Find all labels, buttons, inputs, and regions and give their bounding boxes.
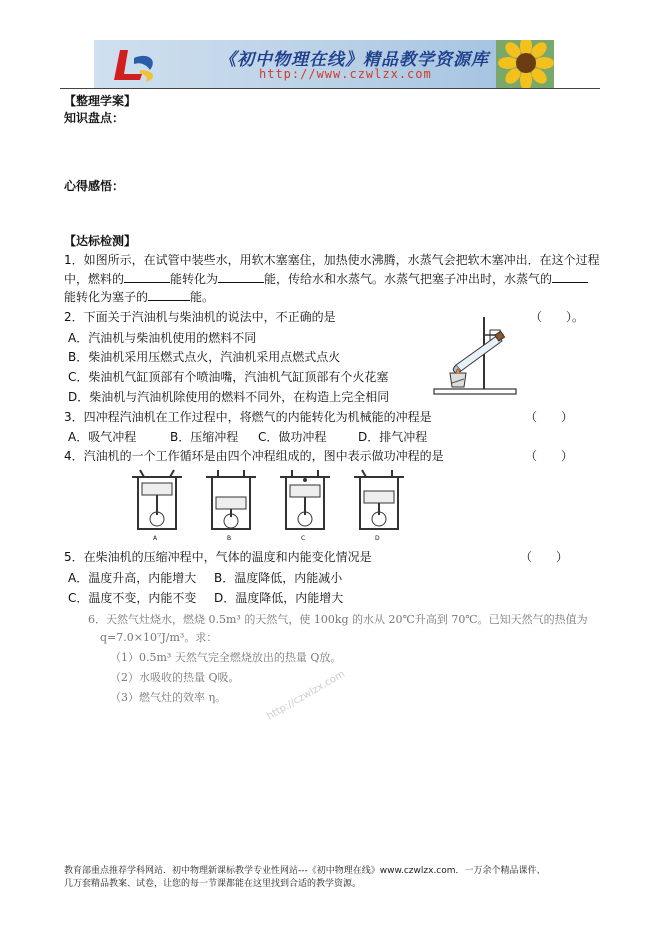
- q6-part2: （2）水吸收的热量 Q吸。: [110, 671, 240, 684]
- q1-blank4[interactable]: [148, 288, 190, 301]
- q2-stem: 2．下面关于汽油机与柴油机的说法中，不正确的是: [64, 310, 336, 324]
- q6-watermark: http://czwlzx.com: [265, 668, 347, 723]
- q5-stem: 5．在柴油机的压缩冲程中，气体的温度和内能变化情况是: [64, 550, 372, 564]
- engine-label-c: C: [301, 535, 306, 542]
- q1-blank1[interactable]: [124, 270, 170, 283]
- q6-part1: （1）0.5m³ 天然气完全燃烧放出的热量 Q放。: [110, 651, 342, 664]
- q3-option-a: A．吸气冲程: [68, 430, 137, 444]
- engine-diagram-a: [128, 469, 186, 537]
- q1-line1: 1．如图所示，在试管中装些水，用软木塞塞住，加热使水沸腾，水蒸气会把软木塞冲出．在这个过程: [64, 253, 600, 267]
- test-tube-apparatus-figure: [428, 313, 522, 397]
- header-rule: [60, 88, 600, 89]
- section-reflection: 心得感悟：: [64, 179, 125, 193]
- section-organize: 【整理学案】: [64, 94, 137, 108]
- q6-part3: （3）燃气灶的效率 η。: [110, 691, 227, 704]
- engine-label-b: B: [227, 535, 232, 542]
- engine-label-d: D: [375, 535, 380, 542]
- q2-option-c: C．柴油机气缸顶部有个喷油嘴，汽油机气缸顶部有个火花塞: [68, 370, 389, 384]
- q2-option-a: A．汽油机与柴油机使用的燃料不同: [68, 331, 257, 345]
- q2-answer-paren[interactable]: （ ）。: [530, 310, 585, 324]
- banner-logo-icon: [100, 44, 212, 86]
- footer-line2: 几万套精品教案、试卷，让您的每一节课都能在这里找到合适的教学资源。: [64, 879, 362, 889]
- q5-option-a: A．温度升高，内能增大: [68, 571, 197, 585]
- engine-strokes-figure: [128, 469, 408, 545]
- q5-option-c: C．温度不变，内能不变: [68, 591, 197, 605]
- q3-answer-paren[interactable]: （ ）: [525, 410, 574, 424]
- banner-title: 《初中物理在线》精品教学资源库: [219, 50, 489, 70]
- q4-answer-paren[interactable]: （ ）: [525, 449, 574, 463]
- q1-blank2[interactable]: [218, 270, 264, 283]
- q1-blank3[interactable]: [552, 270, 588, 283]
- engine-diagram-d: [350, 469, 408, 537]
- q1-line2: 中，燃料的 能转化为 能，传给水和水蒸气。水蒸气把塞子冲出时，水蒸气的: [64, 270, 588, 287]
- engine-diagram-c: [276, 469, 334, 537]
- q2-option-b: B．柴油机采用压燃式点火，汽油机采用点燃式点火: [68, 350, 341, 364]
- q3-option-b: B．压缩冲程: [170, 430, 239, 444]
- q1-line3: 能转化为塞子的 能。: [64, 290, 215, 304]
- q5-answer-paren[interactable]: （ ）: [520, 550, 569, 564]
- q3-option-c: C．做功冲程: [258, 430, 327, 444]
- sunflower-icon: [496, 40, 554, 88]
- engine-diagram-b: [202, 469, 260, 537]
- banner-url[interactable]: http://www.czwlzx.com: [259, 67, 432, 81]
- q4-stem: 4．汽油机的一个工作循环是由四个冲程组成的，图中表示做功冲程的是: [64, 449, 444, 463]
- q3-stem: 3．四冲程汽油机在工作过程中，将燃气的内能转化为机械能的冲程是: [64, 410, 432, 424]
- q3-option-d: D．排气冲程: [358, 430, 428, 444]
- section-test: 【达标检测】: [64, 234, 137, 248]
- q2-option-d: D．柴油机与汽油机除使用的燃料不同外，在构造上完全相同: [68, 390, 390, 404]
- q5-option-d: D．温度降低，内能增大: [214, 591, 344, 605]
- header-banner: [94, 40, 554, 88]
- footer-line1: 教育部重点推荐学科网站．初中物理新课标教学专业性网站---《初中物理在线》www.czwlzx.com．一万余个精品课件、: [64, 866, 546, 876]
- section-knowledge: 知识盘点：: [64, 111, 125, 125]
- engine-label-a: A: [153, 535, 158, 542]
- q5-option-b: B．温度降低，内能减小: [214, 571, 343, 585]
- q6-line2: q=7.0×10⁷J/m³。求：: [100, 631, 218, 644]
- q6-line1: 6．天然气灶烧水，燃烧 0.5m³ 的天然气，使 100kg 的水从 20℃升高到 70℃。已知天然气的热值为: [88, 613, 588, 626]
